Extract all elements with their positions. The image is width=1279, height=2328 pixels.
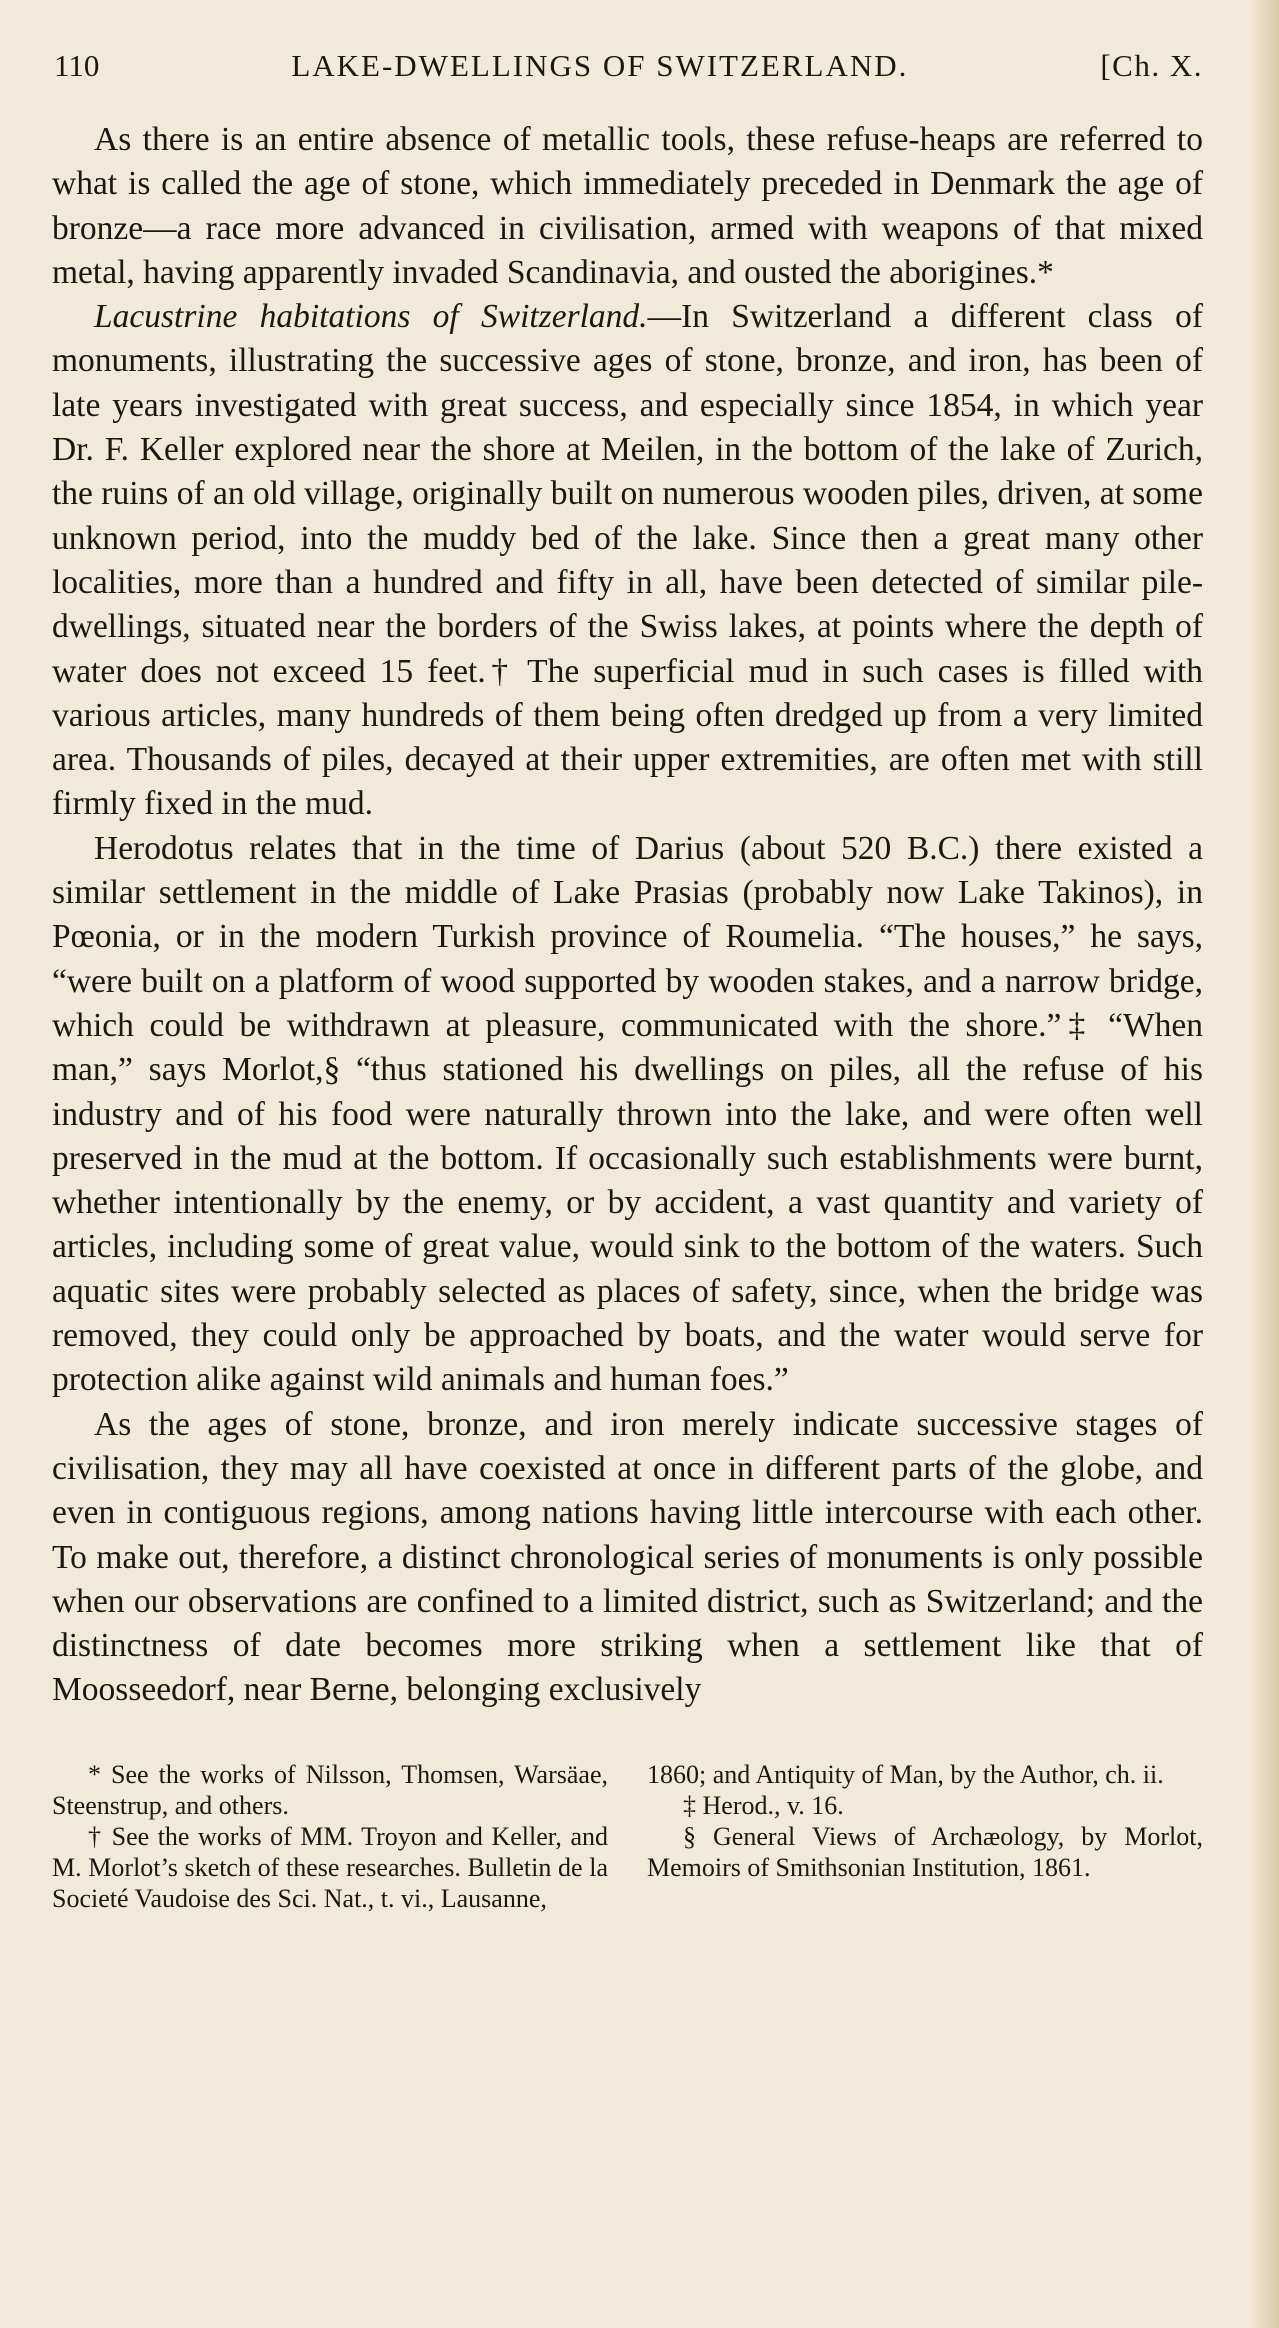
running-title: LAKE-DWELLINGS OF SWITZERLAND. <box>291 48 909 83</box>
footnote: † See the works of MM. Troyon and Keller, and M. Morlot’s sketch of these researches. Bulletin de la Societé Vaudoise des Sci. Nat., t. vi., Lausanne, <box>52 1821 608 1913</box>
paragraph-2-text: —In Switzerland a different class of monuments, illustrating the successive ages of stone, bronze, and iron, has been of late years investigated with great success, and especially since 1854, in which year Dr. F. Keller explored near the shore at Meilen, in the bottom of the lake of Zurich, the ruins of an old village, originally built on numerous wooden piles, driven, at some unknown period, into the muddy bed of the lake. Since then a great many other localities, more than a hundred and fifty in all, have been detected of similar pile-dwellings, situated near the borders of the Swiss lakes, at points where the depth of water does not exceed 15 feet.† The superficial mud in such cases is filled with various articles, many hundreds of them being often dredged up from a very limited area. Thousands of piles, decayed at their upper extremities, are often met with still firmly fixed in the mud. <box>52 298 1203 823</box>
main-text <box>52 118 1203 1713</box>
paragraph-1: As there is an entire absence of metallic tools, these refuse-heaps are referred to what is called the age of stone, which immediately preceded in Denmark the age of bronze—a race more advanced in civilisation, armed with weapons of that mixed metal, having apparently invaded Scandinavia, and ousted the aborigines.* <box>52 121 1203 291</box>
paragraph-4: As the ages of stone, bronze, and iron merely indicate successive stages of civilisation, they may all have coexisted at once in different parts of the globe, and even in contiguous regions, among nations having little intercourse with each other. To make out, therefore, a distinct chronological series of monuments is only possible when our observations are confined to a limited district, such as Switzerland; and the distinctness of date becomes more striking when a settlement like that of Moosseedorf, near Berne, belonging exclusively <box>52 1405 1203 1709</box>
footnote: 1860; and Antiquity of Man, by the Author, ch. ii. <box>647 1759 1164 1789</box>
footnote: ‡ Herod., v. 16. <box>683 1790 844 1820</box>
footnote: * See the works of Nilsson, Thomsen, Warsäae, Steenstrup, and others. <box>52 1759 608 1820</box>
footnote: § General Views of Archæology, by Morlot, Memoirs of Smithsonian Institution, 1861. <box>647 1821 1203 1882</box>
paragraph-2 <box>52 295 1203 827</box>
footnotes-left-column <box>52 1759 608 1914</box>
footnotes-right-column <box>647 1759 1203 1914</box>
footnotes <box>52 1759 1203 1914</box>
chapter-marker: [Ch. X. <box>1100 48 1203 83</box>
section-heading: Lacustrine habitations of Switzerland. <box>94 298 648 336</box>
paragraph-3: Herodotus relates that in the time of Darius (about 520 B.C.) there existed a similar settlement in the middle of Lake Prasias (probably now Lake Takinos), in Pœonia, or in the modern Turkish province of Roumelia. “The houses,” he says, “were built on a platform of wood supported by wooden stakes, and a narrow bridge, which could be withdrawn at pleasure, communicated with the shore.”‡ “When man,” says Morlot,§ “thus stationed his dwellings on piles, all the refuse of his industry and of his food were naturally thrown into the lake, and were often well preserved in the mud at the bottom. If occasionally such establishments were burnt, whether intentionally by the enemy, or by accident, a vast quantity and variety of articles, including some of great value, would sink to the bottom of the waters. Such aquatic sites were probably selected as places of safety, since, when the bridge was removed, they could only be approached by boats, and the water would serve for protection alike against wild animals and human foes.” <box>52 829 1203 1399</box>
running-header <box>54 48 1203 92</box>
page-number: 110 <box>54 48 100 83</box>
page-edge-shadow <box>1249 0 1279 2328</box>
